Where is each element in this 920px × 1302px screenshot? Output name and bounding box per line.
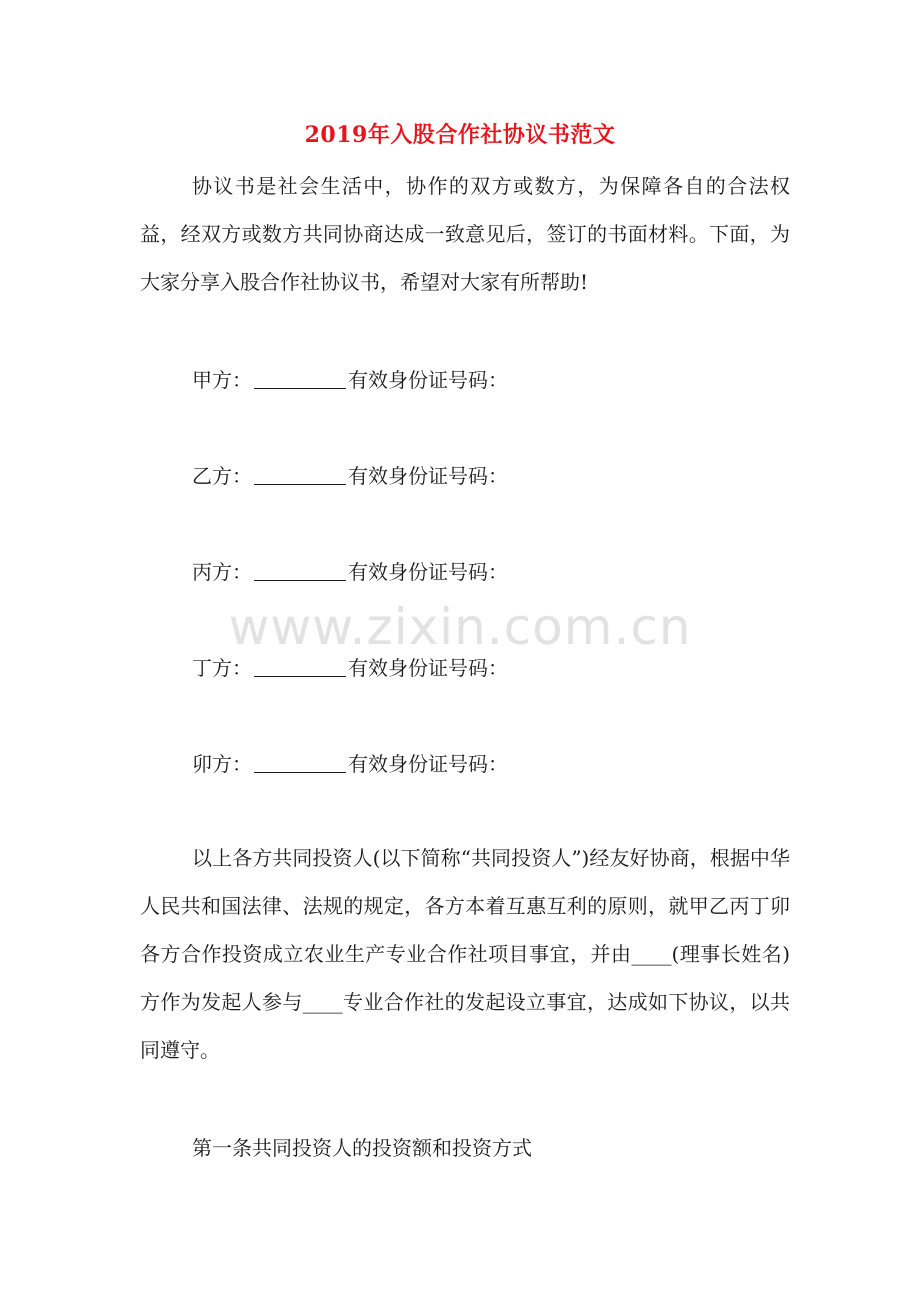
section-heading: 第一条共同投资人的投资额和投资方式 — [192, 1136, 532, 1160]
id-label: 有效身份证号码： — [348, 752, 508, 776]
document-title: 2019年入股合作社协议书范文 — [304, 122, 616, 148]
body-paragraph: 以上各方共同投资人(以下简称“共同投资人”)经友好协商，根据中华人民共和国法律、法规的规定，各方本着互惠互利的原则，就甲乙丙丁卯各方合作投资成立农业生产专业合作社项目事宜，并由____(理事长姓名)方作为发起人参与____专业合作社的发起设立事宜，达成如下协议，以共同遵守。 — [140, 846, 790, 1062]
intro-paragraph: 协议书是社会生活中，协作的双方或数方，为保障各自的合法权益，经双方或数方共同协商达成一致意见后，签订的书面材料。下面，为大家分享入股合作社协议书，希望对大家有所帮助! — [140, 174, 790, 294]
party-label: 卯方： — [192, 752, 252, 776]
party-row-yi — [192, 452, 508, 500]
party-row-mao — [192, 740, 508, 788]
party-label: 乙方： — [192, 464, 252, 488]
id-label: 有效身份证号码： — [348, 464, 508, 488]
name-blank — [254, 752, 346, 773]
party-row-jia — [192, 356, 508, 404]
name-blank — [254, 464, 346, 485]
party-label: 甲方： — [192, 368, 252, 392]
watermark: www.zixin.com.cn — [228, 598, 692, 656]
id-label: 有效身份证号码： — [348, 560, 508, 584]
name-blank — [254, 656, 346, 677]
id-label: 有效身份证号码： — [348, 368, 508, 392]
party-row-bing — [192, 548, 508, 596]
name-blank — [254, 368, 346, 389]
party-label: 丙方： — [192, 560, 252, 584]
id-label: 有效身份证号码： — [348, 656, 508, 680]
party-label: 丁方： — [192, 656, 252, 680]
name-blank — [254, 560, 346, 581]
